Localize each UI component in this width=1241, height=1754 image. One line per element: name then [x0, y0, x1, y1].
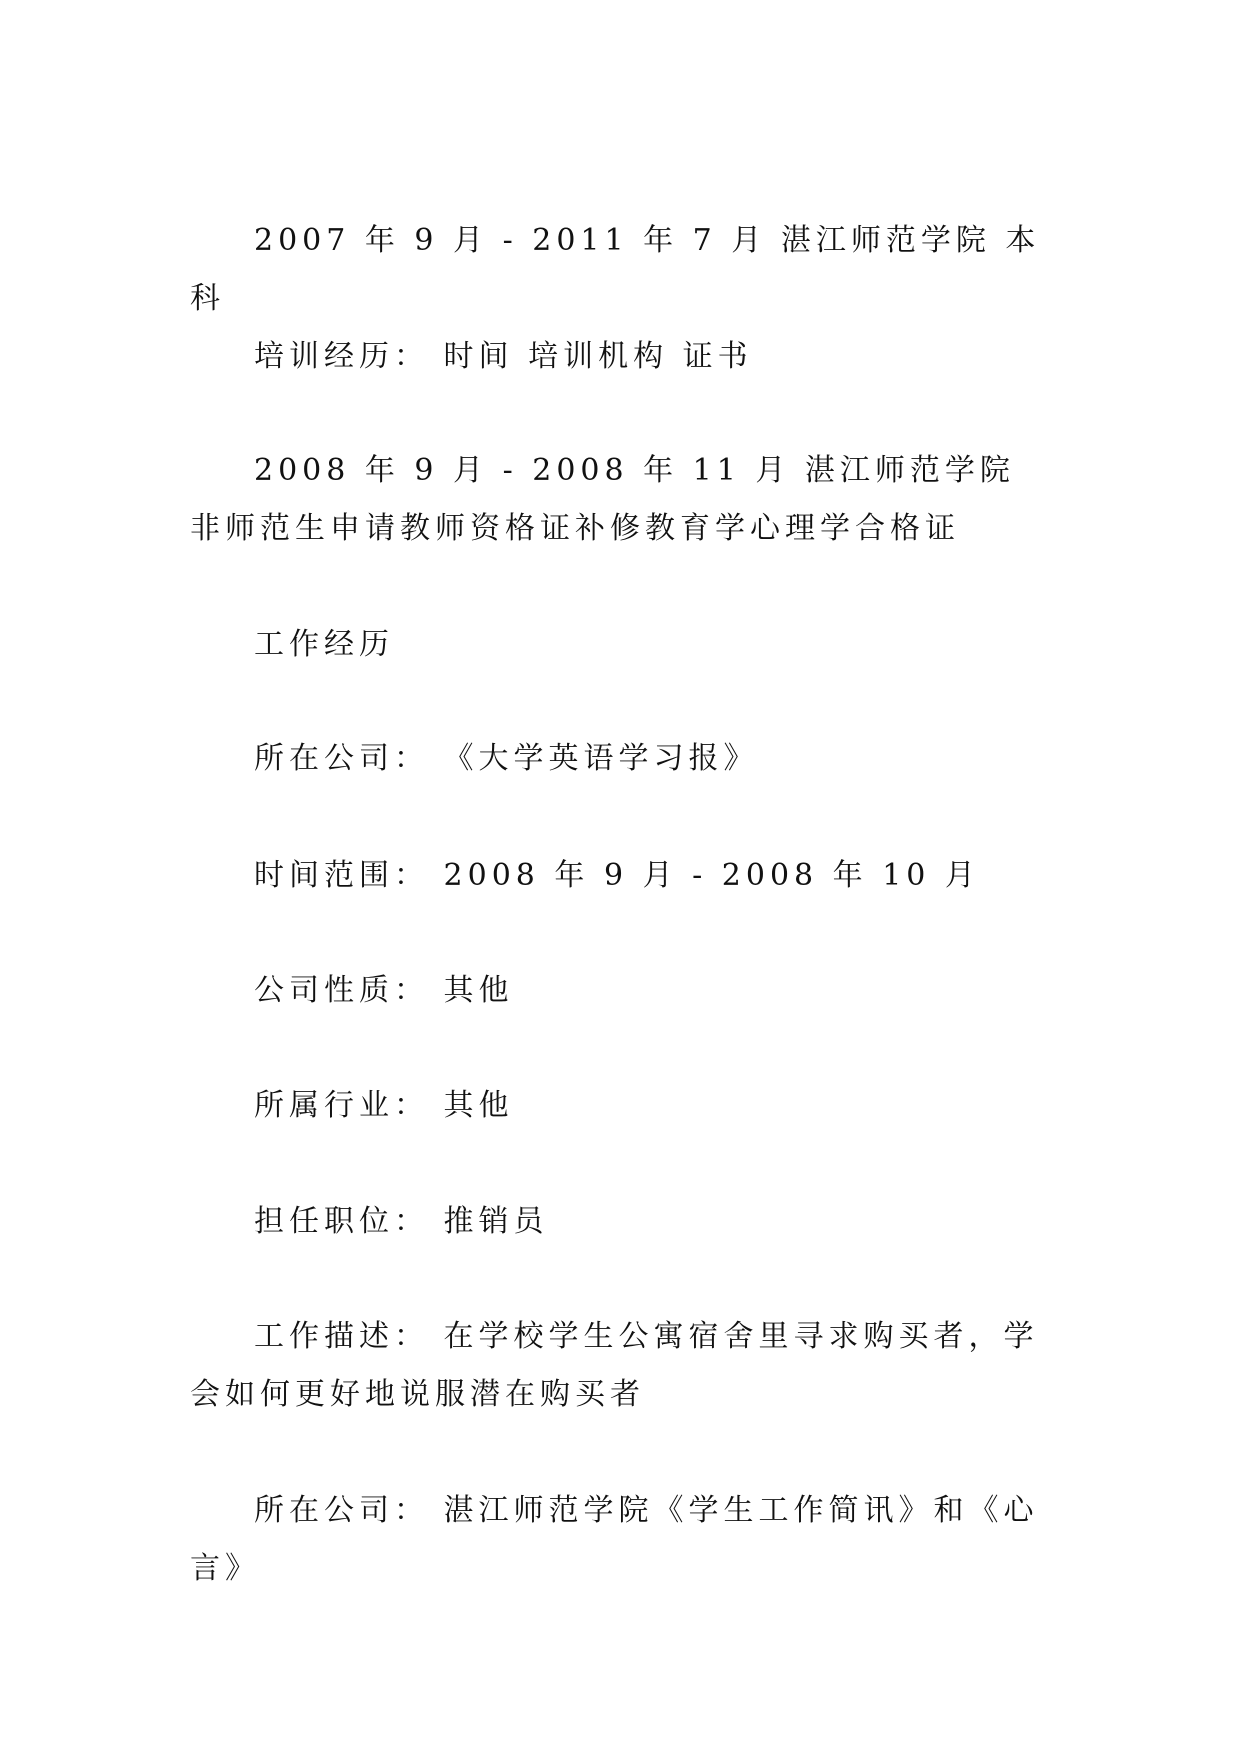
time-range-field: 时间范围： 2008 年 9 月 - 2008 年 10 月	[254, 858, 980, 893]
industry-field: 所属行业： 其他	[254, 1088, 514, 1123]
work-experience-heading: 工作经历	[254, 627, 394, 662]
company-field-2: 所在公司： 湛江师范学院《学生工作简讯》和《心言》	[190, 1493, 1039, 1586]
position-field: 担任职位： 推销员	[254, 1204, 549, 1239]
company-field: 所在公司： 《大学英语学习报》	[254, 741, 759, 776]
company-type-field: 公司性质： 其他	[254, 973, 514, 1008]
training-header: 培训经历： 时间 培训机构 证书	[254, 339, 753, 374]
training-entry: 2008 年 9 月 - 2008 年 11 月 湛江师范学院 非师范生申请教师资格证补修教育学心理学合格证	[190, 453, 1030, 546]
job-description-field: 工作描述： 在学校学生公寓宿舍里寻求购买者，学会如何更好地说服潜在购买者	[190, 1319, 1039, 1412]
education-entry: 2007 年 9 月 - 2011 年 7 月 湛江师范学院 本科	[190, 223, 1041, 316]
